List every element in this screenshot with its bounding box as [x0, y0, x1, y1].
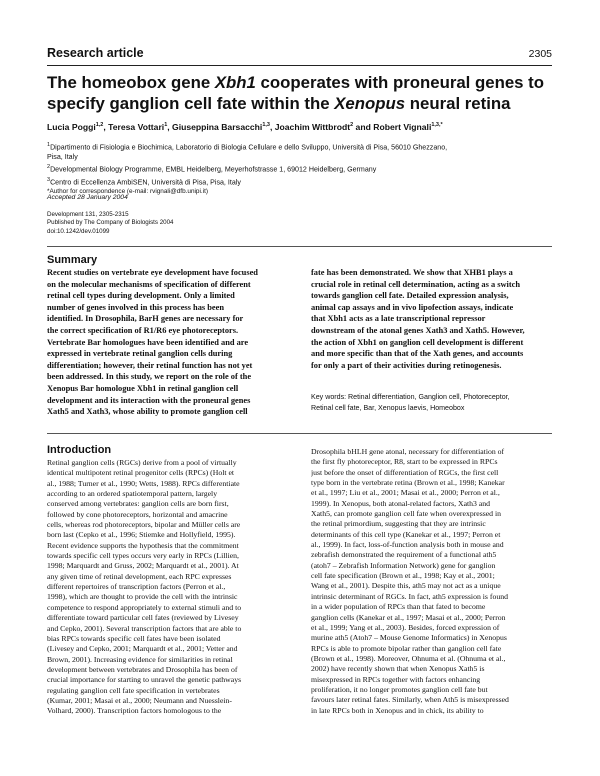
summary-line: differentiation; however, their retinal function has not yet [47, 360, 253, 370]
summary-column-1 [47, 267, 295, 418]
body-text-line: regulating ganglion cell fate specification in vertebrates [47, 685, 220, 695]
author-affiliation-ref: 1,3 [262, 122, 270, 129]
author-name: Joachim Wittbrodt [274, 122, 351, 132]
body-text-line: intrinsic determinant of RGCs. In fact, ath5 expression is found [311, 591, 508, 601]
summary-line: the action of Xbh1 on ganglion cell development is different [311, 337, 524, 347]
body-text-line: according to an ordered spatiotemporal pattern, largely [47, 489, 218, 499]
body-text-line: al., 1999). In fact, loss-of-function analysis both in mouse and [311, 540, 504, 550]
running-header [47, 45, 552, 66]
body-text-line: and Cepko, 2001). Several transcription factors that are able to [47, 623, 242, 633]
author-name: Lucia Poggi [47, 122, 96, 132]
body-text-line: the retinal primordium, suggesting that they are intrinsic [311, 519, 486, 529]
summary-line: identified. In Drosophila, BarH genes are necessary for [47, 314, 244, 324]
affiliation-number: 1 [47, 142, 51, 148]
body-text-line: development between vertebrates and Drosophila has been of [47, 664, 238, 674]
title-line1-after: cooperates with proneural genes to [255, 73, 545, 92]
title-line1-before: The homeobox gene [47, 73, 215, 92]
summary-line: towards ganglion cell fate. Detailed expression analysis, [311, 291, 509, 301]
keywords-line: Retinal cell fate, Bar, Xenopus laevis, Homeobox [311, 403, 465, 412]
body-text-line: towards specific cell types occurs very early in RPCs (Lillien, [47, 551, 239, 561]
section-label: Research article [47, 46, 144, 60]
body-text-line: cell fate specification (Brown et al., 1998; Kay et al., 2001; [311, 571, 495, 581]
body-text-line: any given time of retinal development, each RPC expresses [47, 571, 232, 581]
body-text-line: differentiate toward particular cell fates (reviewed by Livesey [47, 613, 239, 623]
body-text-line: al., 1988; Turner et al., 1990; Wetts, 1988). RPCs differentiate [47, 478, 240, 488]
body-text-line: et al., 1999; Yang et al., 2003). Besides, forced expression of [311, 622, 500, 632]
body-text-line: conserved among vertebrates: ganglion cells are born first, [47, 499, 229, 509]
body-text-line: Brown, 2001). Increasing evidence for similarities in retinal [47, 654, 233, 664]
summary-line: fate has been demonstrated. We show that XHB1 plays a [311, 268, 513, 277]
body-text-line: (Brown et al., 1998). Moreover, Ohnuma et al. (Ohnuma et al., [311, 653, 506, 663]
body-text-line: crucial importance for starting to unravel the genetic pathways [47, 675, 242, 685]
body-text-line: different repertoires of transcription factors (Perron et al., [47, 582, 226, 592]
correspondence-note: *Author for correspondence (e-mail: rvignali@dfb.unipi.it) [47, 188, 209, 196]
author-affiliation-ref: 1,2 [95, 122, 104, 129]
summary-heading: Summary [47, 254, 98, 266]
keywords-line: Key words: Retinal differentiation, Ganglion cell, Photoreceptor, [311, 393, 510, 401]
summary-line: the correct specification of R1/R6 eye photoreceptors. [47, 325, 239, 335]
author-separator: , [269, 122, 275, 132]
body-text-line: misexpressed in RPCs together with factors enhancing [311, 674, 481, 684]
page-number: 2305 [528, 48, 552, 60]
summary-line: Xenopus Bar homologue Xbh1 in retinal ganglion cell [47, 383, 239, 393]
affiliations [47, 140, 552, 197]
body-text-line: just before the onset of differentiation of RGCs, the first cell [311, 467, 499, 477]
body-text-line: ganglion cells (Kanekar et al., 1997; Masai et al., 2000; Perron [311, 612, 506, 622]
body-text-line: 1998), which are thought to provide the cell with the intrinsic [47, 592, 238, 602]
summary-line: number of genes involved in this process has been [47, 302, 224, 312]
summary-line: development and its interaction with the proneural genes [47, 395, 251, 405]
body-text-line: Drosophila bHLH gene atonal, necessary for differentiation of [311, 447, 505, 456]
summary-line: been addressed. In this study, we report on the role of the [47, 372, 252, 382]
author-affiliation-ref: 1 [164, 122, 168, 129]
introduction-column-1 [47, 458, 292, 717]
body-text-line: Wang et al., 2001). Despite this, ath5 may not act as a unique [311, 581, 501, 591]
title-line2-after: neural retina [405, 94, 511, 113]
body-text-line: RPCs is able to promote bipolar rather than ganglion cell fate [311, 643, 502, 653]
title-line2-before: specify ganglion cell fate within the [47, 94, 335, 113]
author-name: Robert Vignali [373, 122, 432, 132]
body-text-line: 1998; Marquardt and Gruss, 2002; Marquardt et al., 2001). At [47, 561, 239, 571]
summary-line: crucial role in retinal cell determination, acting as a switch [311, 279, 521, 289]
article-title [47, 72, 552, 114]
affiliation-number: 2 [47, 164, 51, 171]
author-name: Giuseppina Barsacchi [172, 122, 263, 132]
author-separator: and [353, 122, 374, 132]
summary-line: expressed in vertebrate retinal ganglion cells during [47, 349, 233, 359]
body-text-line: followed by cone photoreceptors, horizontal and amacrine [47, 509, 228, 519]
introduction-heading: Introduction [47, 444, 112, 456]
summary-column-2 [311, 267, 559, 371]
body-text-line: (atoh7 – Zebrafish Information Network) gene for ganglion [311, 560, 496, 570]
doi-line: doi:10.1242/dev.01099 [47, 227, 110, 235]
author-separator: , [167, 122, 173, 132]
body-text-line: in a wider population of RPCs than that fated to become [311, 602, 486, 612]
body-text-line: proliferation, it no longer promotes ganglion cell fate but [311, 684, 488, 694]
body-text-line: 2002) have recently shown that when Xenopus Xath5 is [311, 664, 485, 674]
affiliation-1-continued: Pisa, Italy [47, 153, 78, 162]
body-text-line: bias RPCs towards specific cell fates have been isolated [47, 633, 221, 643]
summary-top-rule [47, 246, 552, 247]
body-text-line: Recent evidence supports the hypothesis that the commitment [47, 540, 239, 550]
journal-citation: Development 131, 2305-2315 [47, 211, 129, 218]
author-affiliation-ref: 1,3,* [431, 122, 443, 129]
affiliation-2: Developmental Biology Programme, EMBL Heidelberg, Meyerhofstrasse 1, 69012 Heidelberg, Germany [50, 165, 377, 174]
body-text-line: identical multipotent retinal progenitor cells (RPCs) (Holt et [47, 468, 235, 478]
body-text-line: et al., 1997; Liu et al., 2001; Masai et al., 2000; Perron et al., [311, 488, 500, 498]
summary-line: animal cap assays and in vivo lipofection assays, indicate [311, 302, 514, 312]
body-text-line: in late RPCs both in Xenopus and in chick, its ability to [311, 705, 484, 715]
summary-line: retinal cell types during development. Only a limited [47, 291, 235, 301]
affiliation-3: Centro di Eccellenza AmbiSEN, Università di Pisa, Pisa, Italy [50, 178, 241, 187]
summary-line: Xath5 and Xath3, whose ability to promote ganglion cell [47, 407, 248, 417]
title-genus: Xenopus [334, 94, 406, 113]
body-text-line: determinants of this cell type (Kanekar et al., 1997; Perron et [311, 529, 501, 539]
body-text-line: zebrafish demonstrated the requirement of a functional ath5 [311, 550, 497, 560]
body-text-line: favours later retinal fates. Similarly, when Ath5 is misexpressed [311, 695, 509, 705]
introduction-column-2 [311, 447, 556, 716]
publisher-line: Published by The Company of Biologists 2004 [47, 219, 174, 227]
summary-line: and more specific than that of the Xath genes, and accounts [311, 349, 524, 359]
summary-line: Vertebrate Bar homologues have been identified and are [47, 337, 249, 347]
body-text-line: (Livesey and Cepko, 2001; Marquardt et al., 2001; Vetter and [47, 644, 238, 654]
author-name: Teresa Vottari [108, 122, 165, 132]
summary-line: downstream of the atonal genes Xath3 and Xath5. However, [311, 325, 525, 335]
author-list [47, 122, 552, 132]
summary-line: that Xbh1 acts as a late transcriptional repressor [311, 314, 486, 324]
body-text-line: Xath5, can promote ganglion cell fate when overexpressed in [311, 509, 502, 519]
body-text-line: (Kumar, 2001; Masai et al., 2000; Neumann and Nuesslein- [47, 695, 233, 705]
keywords [311, 392, 553, 413]
summary-line: on the molecular mechanisms of specification of different [47, 279, 251, 289]
body-text-line: type born in the vertebrate retina (Brown et al., 1998; Kanekar [311, 478, 505, 488]
author-separator: , [103, 122, 109, 132]
affiliation-1: Dipartimento di Fisiologia e Biochimica, Laboratorio di Biologia Cellulare e dello Sviluppo, Università di Pisa, 56010 Ghezzano, [50, 143, 448, 152]
body-text-line: competence to respond appropriately to external stimuli and to [47, 602, 242, 612]
affiliation-number: 3 [47, 176, 51, 183]
intro-top-rule [47, 433, 552, 434]
body-text-line: cells, whereas rod photoreceptors, bipolar and Müller cells are [47, 520, 241, 530]
body-text-line: born last (Cepko et al., 1996; Stiemke and Hollyfield, 1995). [47, 530, 236, 540]
author-affiliation-ref: 2 [350, 122, 354, 129]
summary-line: for only a part of their activities during retinogenesis. [311, 360, 502, 370]
accepted-date: Accepted 28 January 2004 [47, 194, 128, 201]
summary-line: Recent studies on vertebrate eye development have focused [47, 268, 258, 277]
body-text-line: the first fly photoreceptor, R8, start to be expressed in RPCs [311, 457, 498, 467]
body-text-line: 1999). In Xenopus, both atonal-related factors, Xath3 and [311, 498, 491, 508]
title-gene: Xbh1 [214, 73, 256, 92]
publication-info [47, 211, 173, 236]
body-text-line: murine ath5 (Atoh7 – Mouse Genome Informatics) in Xenopus [311, 633, 507, 643]
body-text-line: Retinal ganglion cells (RGCs) derive from a pool of virtually [47, 458, 237, 467]
body-text-line: Volhard, 2000). Transcription factors homologous to the [47, 706, 222, 716]
